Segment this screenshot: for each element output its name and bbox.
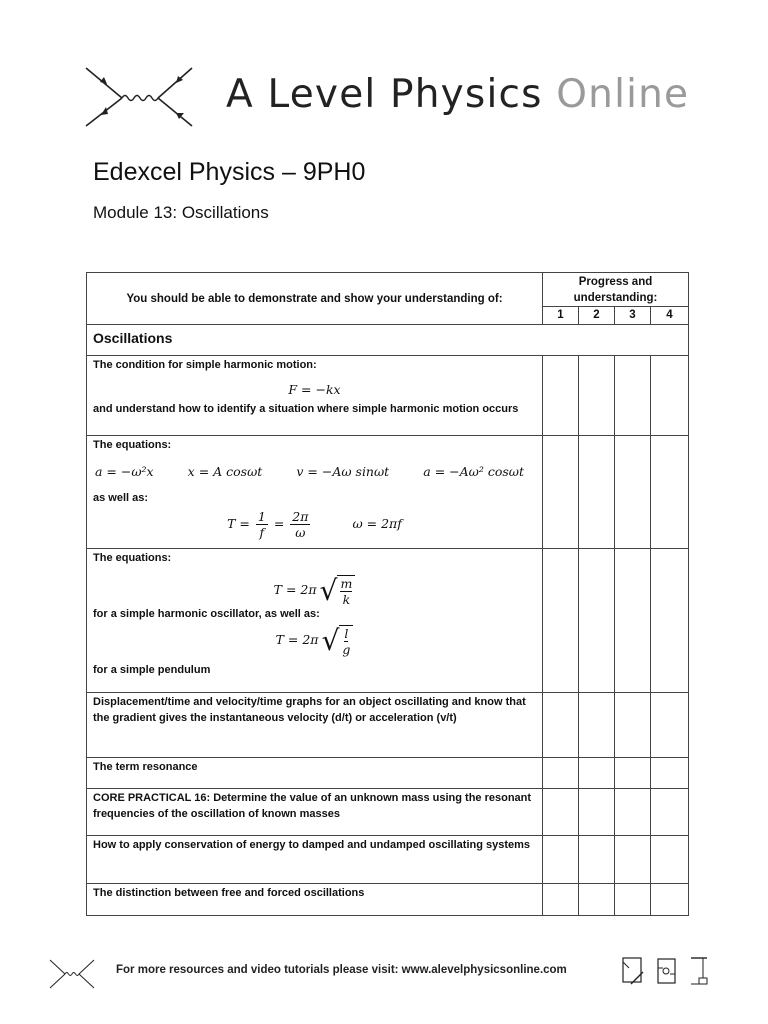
- level-header-1: 1: [543, 307, 579, 325]
- objective-text: The term resonance: [87, 758, 543, 789]
- equation: T = 2π: [275, 631, 319, 647]
- objective-text: CORE PRACTICAL 16: Determine the value of an unknown mass using the resonant frequencies of the oscillation of known masses: [87, 789, 543, 836]
- progress-checkbox-3[interactable]: [615, 693, 651, 758]
- progress-checkbox-3[interactable]: [615, 789, 651, 836]
- equation: a = −ω²x: [95, 463, 154, 479]
- objective-text: The distinction between free and forced oscillations: [87, 884, 543, 916]
- progress-checkbox-2[interactable]: [579, 884, 615, 916]
- progress-checkbox-4[interactable]: [651, 549, 689, 693]
- progress-checkbox-2[interactable]: [579, 758, 615, 789]
- period-equation: [227, 509, 312, 540]
- fraction: [290, 509, 310, 540]
- progress-checkbox-3[interactable]: [615, 884, 651, 916]
- progress-checkbox-2[interactable]: [579, 836, 615, 884]
- progress-checkbox-4[interactable]: [651, 356, 689, 436]
- equation-row: [93, 575, 536, 607]
- table-row: [87, 758, 689, 789]
- progress-checkbox-4[interactable]: [651, 693, 689, 758]
- progress-checkbox-2[interactable]: [579, 436, 615, 549]
- footer-text: For more resources and video tutorials please visit: www.alevelphysicsonline.com: [116, 964, 567, 976]
- brand-name-dark: A Level Physics: [226, 72, 543, 117]
- pendulum-icon: [689, 956, 709, 986]
- equation: T = 2π: [273, 581, 317, 597]
- progress-checkbox-2[interactable]: [579, 693, 615, 758]
- site-logo: [80, 62, 690, 134]
- level-header-3: 3: [615, 307, 651, 325]
- table-header-progress: Progress and understanding:: [543, 273, 689, 307]
- progress-checkbox-4[interactable]: [651, 789, 689, 836]
- objective-text: Displacement/time and velocity/time graphs for an object oscillating and know that the gradient gives the instantaneous velocity (d/t) or acceleration (v/t): [87, 693, 543, 758]
- objective-text: for a simple harmonic oscillator, as well as:: [93, 607, 320, 620]
- table-row: [87, 549, 689, 693]
- equation-part: =: [273, 515, 285, 531]
- document-subtitle: Module 13: Oscillations: [93, 203, 269, 222]
- progress-checkbox-2[interactable]: [579, 789, 615, 836]
- equation: v = −Aω sinωt: [296, 463, 390, 479]
- numerator: m: [340, 575, 353, 591]
- progress-checkbox-2[interactable]: [579, 356, 615, 436]
- progress-checkbox-4[interactable]: [651, 758, 689, 789]
- progress-checkbox-1[interactable]: [543, 356, 579, 436]
- denominator: ω: [295, 524, 306, 540]
- brand-name: [226, 72, 689, 117]
- objective-cell: [87, 436, 543, 549]
- equation-part: T =: [227, 515, 250, 531]
- feynman-diagram-icon: [80, 62, 200, 132]
- objective-text: for a simple pendulum: [93, 664, 211, 676]
- progress-checkbox-3[interactable]: [615, 436, 651, 549]
- progress-checkbox-1[interactable]: [543, 836, 579, 884]
- footer-icon-group: [621, 956, 709, 986]
- equation: ω = 2πf: [352, 516, 402, 532]
- equation-row: [93, 625, 536, 657]
- progress-checkbox-3[interactable]: [615, 356, 651, 436]
- equation-row: [93, 509, 536, 540]
- notebook-icon: [621, 956, 645, 986]
- objective-text: The condition for simple harmonic motion:: [93, 359, 317, 371]
- objective-text: as well as:: [93, 492, 149, 504]
- table-row: [87, 836, 689, 884]
- circuit-icon: [655, 956, 679, 986]
- progress-checkbox-4[interactable]: [651, 884, 689, 916]
- equation-row: [93, 454, 536, 492]
- table-header-main: You should be able to demonstrate and show your understanding of:: [87, 273, 543, 325]
- equation: x = A cosωt: [187, 463, 263, 479]
- square-root: √ $\frac{l}{g}$: [322, 625, 354, 657]
- equation: a = −Aω² cosωt: [423, 463, 524, 479]
- brand-name-light: Online: [542, 72, 690, 117]
- progress-checkbox-1[interactable]: [543, 758, 579, 789]
- level-header-4: 4: [651, 307, 689, 325]
- numerator: 1: [257, 508, 266, 524]
- progress-checkbox-1[interactable]: [543, 789, 579, 836]
- progress-checkbox-4[interactable]: [651, 836, 689, 884]
- objective-text: The equations:: [93, 439, 172, 451]
- progress-checkbox-4[interactable]: [651, 436, 689, 549]
- progress-checkbox-1[interactable]: [543, 693, 579, 758]
- objective-cell: [87, 549, 543, 693]
- checklist-table: [86, 272, 689, 916]
- document-title: Edexcel Physics – 9PH0: [93, 158, 366, 186]
- objective-text: How to apply conservation of energy to damped and undamped oscillating systems: [87, 836, 543, 884]
- objective-text: The equations:: [93, 552, 172, 564]
- progress-checkbox-1[interactable]: [543, 549, 579, 693]
- section-heading: Oscillations: [87, 325, 689, 356]
- denominator: f: [259, 524, 265, 540]
- objective-text: and understand how to identify a situation where simple harmonic motion occurs: [93, 403, 519, 415]
- level-header-2: 2: [579, 307, 615, 325]
- table-row: [87, 436, 689, 549]
- progress-checkbox-3[interactable]: [615, 549, 651, 693]
- progress-checkbox-1[interactable]: [543, 884, 579, 916]
- equation: F = −kx: [288, 381, 341, 397]
- progress-checkbox-3[interactable]: [615, 836, 651, 884]
- progress-checkbox-2[interactable]: [579, 549, 615, 693]
- denominator: k: [342, 591, 351, 607]
- objective-cell: [87, 356, 543, 436]
- numerator: l: [344, 626, 349, 641]
- progress-checkbox-1[interactable]: [543, 436, 579, 549]
- fraction: [256, 509, 268, 540]
- numerator: 2π: [292, 508, 309, 524]
- table-row: [87, 884, 689, 916]
- table-row: [87, 356, 689, 436]
- denominator: g: [342, 642, 351, 657]
- table-row: [87, 789, 689, 836]
- progress-checkbox-3[interactable]: [615, 758, 651, 789]
- table-row: [87, 693, 689, 758]
- feynman-diagram-icon: [48, 958, 96, 990]
- square-root: √ $\frac{m}{k}$: [320, 575, 356, 607]
